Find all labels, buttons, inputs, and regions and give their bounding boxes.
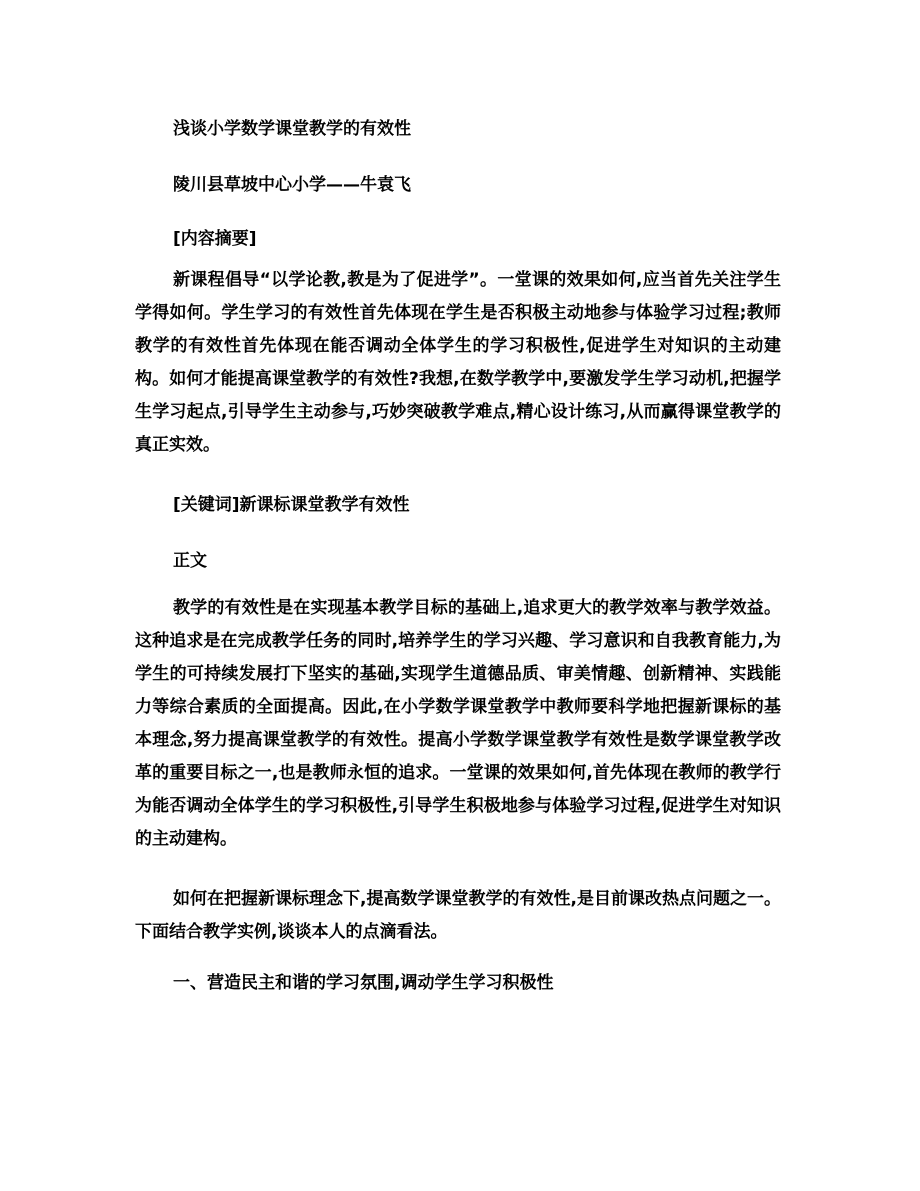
section-1-heading: 一、营造民主和谐的学习氛围,调动学生学习积极性 — [173, 973, 554, 993]
abstract-paragraph: 新课程倡导“以学论教,教是为了促进学”。一堂课的效果如何,应当首先关注学生学得如何。学生学习的有效性首先体现在学生是否积极主动地参与体验学习过程;教师教学的有效性首先体现在能否调动全体学生的学习积极性,促进学生对知识的主动建构。如何才能提高课堂教学的有效性?我想,在数学教学中,要激发学生学习动机,把握学生学习起点,引导学生主动参与,巧妙突破教学难点,精心设计练习,从而赢得课堂教学的真正实效。 — [135, 270, 781, 455]
body-paragraph-2: 如何在把握新课标理念下,提高数学课堂教学的有效性,是目前课改热点问题之一。下面结合教学实例,谈谈本人的点滴看法。 — [135, 889, 781, 942]
keywords-line: [关键词]新课标课堂教学有效性 — [173, 495, 410, 515]
document-title: 浅谈小学数学课堂教学的有效性 — [173, 119, 411, 139]
body-heading: 正文 — [173, 551, 207, 571]
body-paragraph-1: 教学的有效性是在实现基本教学目标的基础上,追求更大的教学效率与教学效益。这种追求是在完成教学任务的同时,培养学生的学习兴趣、学习意识和自我教育能力,为学生的可持续发展打下坚实的基础,实现学生道德品质、审美情趣、创新精神、实践能力等综合素质的全面提高。因此,在小学数学课堂教学中教师要科学地把握新课标的基本理念,努力提高课堂教学的有效性。提高小学数学课堂教学有效性是数学课堂教学改革的重要目标之一,也是教师永恒的追求。一堂课的效果如何,首先体现在教师的教学行为能否调动全体学生的学习积极性,引导学生积极地参与体验学习过程,促进学生对知识的主动建构。 — [135, 598, 781, 849]
abstract-heading: [内容摘要] — [173, 229, 257, 249]
author-line: 陵川县草坡中心小学——牛袁飞 — [173, 175, 411, 195]
